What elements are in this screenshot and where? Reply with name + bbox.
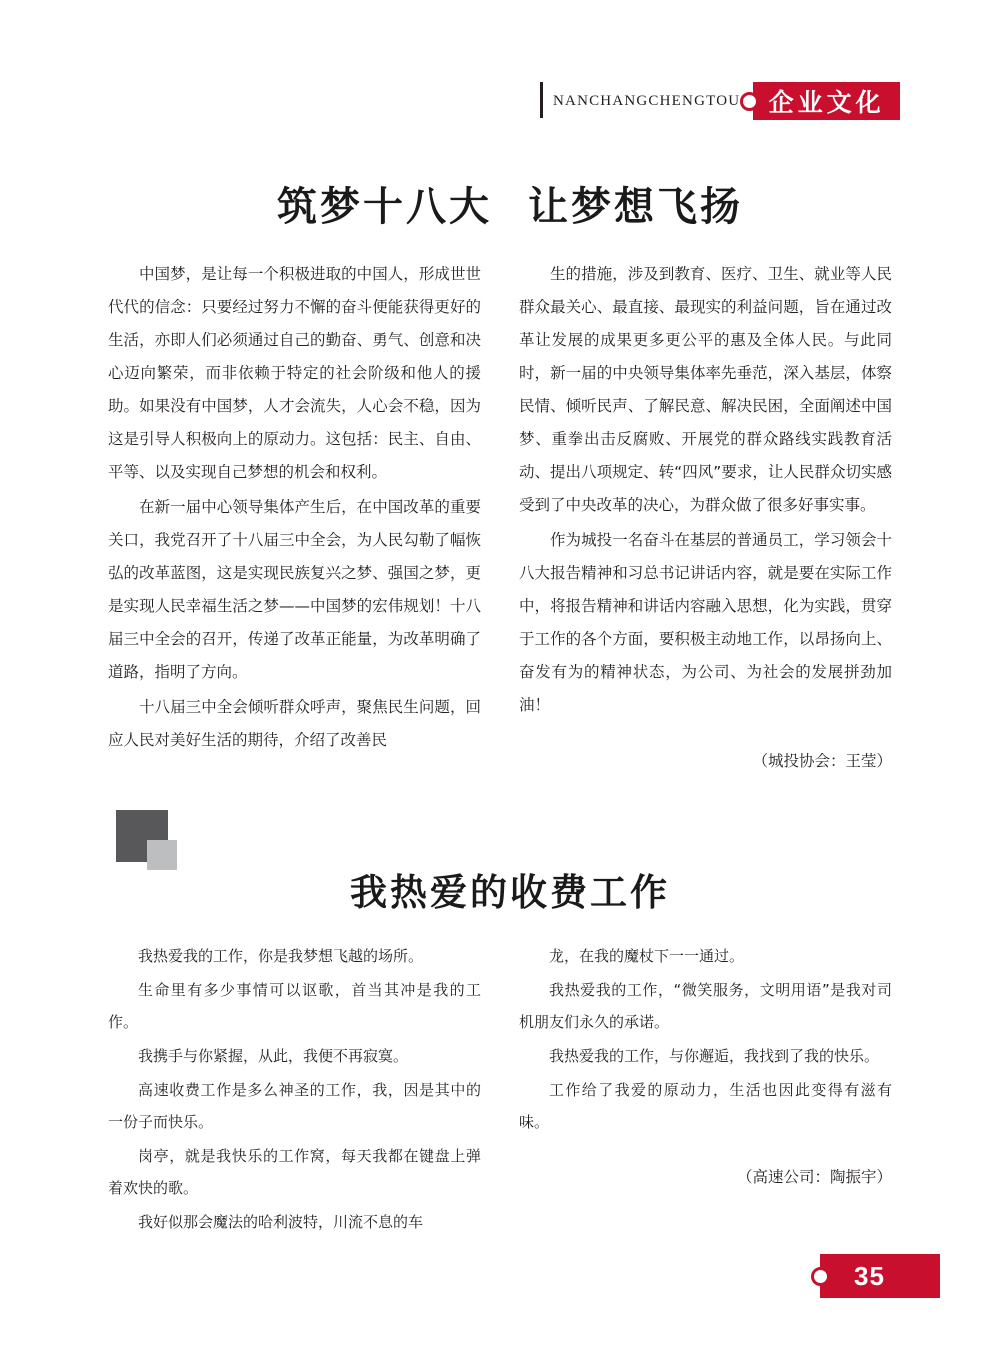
paragraph: 龙，在我的魔杖下一一通过。 <box>549 947 745 965</box>
article1-title-part2: 让梦想飞扬 <box>528 183 743 230</box>
paragraph: 作为城投一名奋斗在基层的普通员工，学习领会十八大报告精神和习总书记讲话内容，就是要在实际工作中，将报告精神和讲话内容融入思想，化为实践，贯穿于工作的各个方面，要积极主动地工作，以昂扬向上、奋发有为的精神状态，为公司、为社会的发展拼劲加油！ <box>519 531 892 714</box>
header-rule <box>540 82 543 118</box>
page-number: 35 <box>854 1260 885 1291</box>
header-latin-title: NANCHANGCHENGTOU <box>553 92 741 109</box>
article1-columns <box>108 258 892 776</box>
paragraph: 生命里有多少事情可以讴歌，首当其冲是我的工作。 <box>108 981 481 1031</box>
page-footer <box>820 1254 940 1298</box>
article1-signature: （城投协会：王莹） <box>752 752 892 770</box>
article2-title: 我热爱的收费工作 <box>350 870 670 914</box>
paragraph: 我热爱我的工作，你是我梦想飞越的场所。 <box>138 947 424 965</box>
paragraph: 我携手与你紧握，从此，我便不再寂寞。 <box>138 1047 409 1065</box>
paragraph: 生的措施，涉及到教育、医疗、卫生、就业等人民群众最关心、最直接、最现实的利益问题，旨在通过改革让发展的成果更多更公平的惠及全体人民。与此同时，新一届的中央领导集体率先垂范，深入基层，体察民情、倾听民声、了解民意、解决民困，全面阐述中国梦、重拳出击反腐败、开展党的群众路线实践教育活动、提出八项规定、转“四风”要求，让人民群众切实感受到了中央改革的决心，为群众做了很多好事实事。 <box>519 265 892 514</box>
paragraph: 工作给了我爱的原动力，生活也因此变得有滋有味。 <box>519 1081 892 1131</box>
paragraph: 高速收费工作是多么神圣的工作，我，因是其中的一份子而快乐。 <box>108 1081 481 1131</box>
paragraph: 十八届三中全会倾听群众呼声，聚焦民生问题，回应人民对美好生活的期待，介绍了改善民 <box>108 698 481 749</box>
paragraph: 我热爱我的工作，“微笑服务，文明用语”是我对司机朋友们永久的承诺。 <box>519 981 892 1031</box>
article2-columns <box>108 940 892 1240</box>
paragraph: 在新一届中心领导集体产生后，在中国改革的重要关口，我党召开了十八届三中全会，为人民勾勒了幅恢弘的改革蓝图，这是实现民族复兴之梦、强国之梦，更是实现人民幸福生活之梦——中国梦的宏伟规划！十八届三中全会的召开，传递了改革正能量，为改革明确了道路，指明了方向。 <box>108 498 481 681</box>
article2-right-column <box>519 940 892 1240</box>
article1-left-column <box>108 258 481 776</box>
section-tag: 企业文化 <box>753 82 900 120</box>
header-dot-icon <box>740 92 759 111</box>
article2-left-column <box>108 940 481 1240</box>
article2-signature: （高速公司：陶振宇） <box>736 1168 892 1186</box>
article1-title <box>130 175 890 232</box>
paragraph: 岗亭，就是我快乐的工作窝，每天我都在键盘上弹着欢快的歌。 <box>108 1147 481 1197</box>
footer-dot-icon <box>811 1267 830 1286</box>
paragraph: 中国梦，是让每一个积极进取的中国人，形成世世代代的信念：只要经过努力不懈的奋斗便能获得更好的生活，亦即人们必须通过自己的勤奋、勇气、创意和决心迈向繁荣，而非依赖于特定的社会阶级和他人的援助。如果没有中国梦，人才会流失，人心会不稳，因为这是引导人积极向上的原动力。这包括：民主、自由、平等、以及实现自己梦想的机会和权利。 <box>108 265 481 481</box>
paragraph: 我好似那会魔法的哈利波特，川流不息的车 <box>138 1213 424 1231</box>
paragraph: 我热爱我的工作，与你邂逅，我找到了我的快乐。 <box>549 1047 880 1065</box>
article1-right-column <box>519 258 892 776</box>
page-header <box>540 82 900 120</box>
article1-title-part1: 筑梦十八大 <box>277 183 492 230</box>
